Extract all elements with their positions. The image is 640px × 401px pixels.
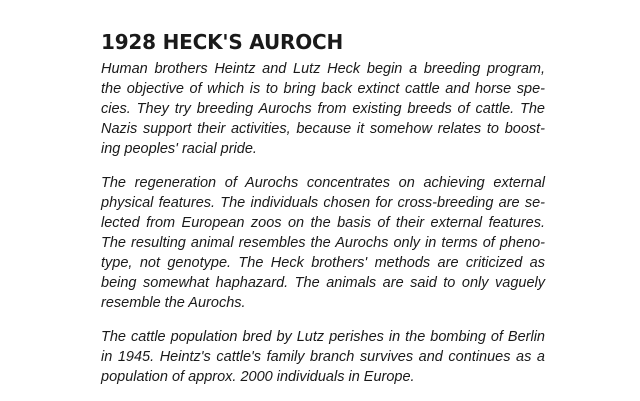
- paragraph-breeding-program: [101, 59, 545, 159]
- text-line: Nazis support their activities, because it somehow relates to boost-: [101, 121, 545, 137]
- text-line: cies. They try breeding Aurochs from existing breeds of cattle. The: [101, 101, 545, 117]
- text-line: lected from European zoos on the basis of their external features.: [101, 215, 545, 231]
- text-line: The regeneration of Aurochs concentrates on achieving external: [101, 175, 545, 191]
- text-line: resemble the Aurochs.: [101, 295, 246, 311]
- text-line: population of approx. 2000 individuals in Europe.: [101, 369, 415, 385]
- paragraph-population: [101, 327, 545, 387]
- section-title: 1928 HECK'S AUROCH: [101, 30, 344, 54]
- text-line: Human brothers Heintz and Lutz Heck begin a breeding program,: [101, 61, 545, 77]
- text-line: The cattle population bred by Lutz perishes in the bombing of Berlin: [101, 329, 545, 345]
- paragraph-regeneration: [101, 173, 545, 313]
- text-line: The resulting animal resembles the Aurochs only in terms of pheno-: [101, 235, 545, 251]
- text-line: physical features. The individuals chosen for cross-breeding are se-: [101, 195, 545, 211]
- text-line: in 1945. Heintz's cattle's family branch survives and continues as a: [101, 349, 545, 365]
- text-line: being somewhat haphazard. The animals are said to only vaguely: [101, 275, 545, 291]
- document-page: [101, 30, 545, 401]
- text-line: ing peoples' racial pride.: [101, 141, 257, 157]
- text-line: the objective of which is to bring back extinct cattle and horse spe-: [101, 81, 545, 97]
- text-line: type, not genotype. The Heck brothers' methods are criticized as: [101, 255, 545, 271]
